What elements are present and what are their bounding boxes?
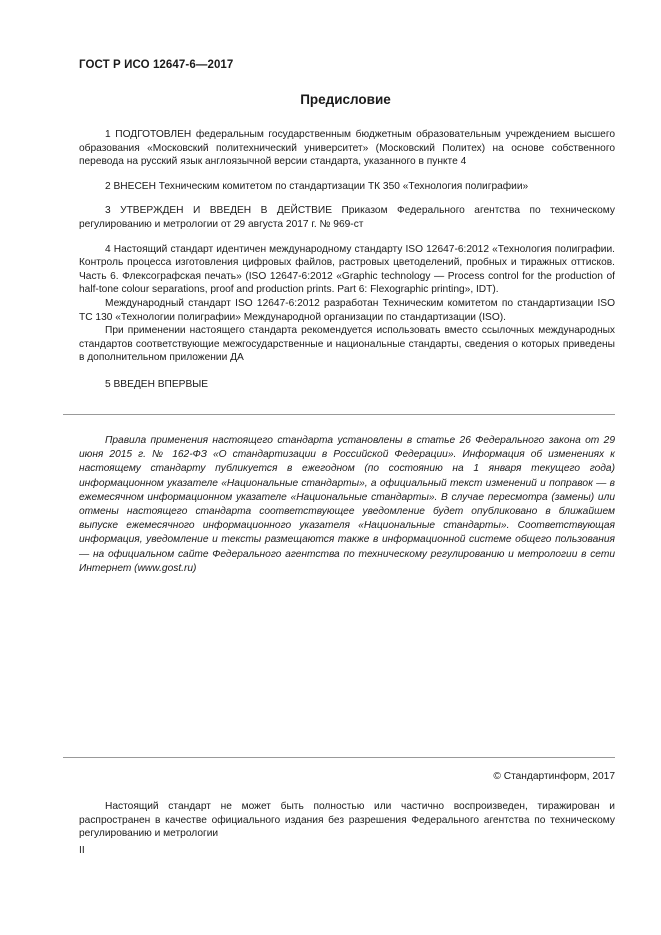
paragraph-prepared: 1 ПОДГОТОВЛЕН федеральным государственным бюджетным образовательным учреждением высшего образования «Московский политехнический университет» (Московский Политех) на основе собственного перевода на русский язык англоязычной версии стандарта, указанного в пункте 4 (79, 129, 615, 168)
paragraph-approved: 3 УТВЕРЖДЕН И ВВЕДЕН В ДЕЙСТВИЕ Приказом Федерального агентства по техническому регулированию и метрологии от 29 августа 2017 г. № 969-ст (79, 205, 615, 230)
page-title: Предисловие (300, 92, 391, 107)
section-divider-bottom (63, 757, 615, 758)
document-code: ГОСТ Р ИСО 12647-6—2017 (79, 59, 234, 71)
application-notice: Правила применения настоящего стандарта установлены в статье 26 Федерального закона от 29 июня 2015 г. № 162-ФЗ «О стандартизации в Российской Федерации». Информация об изменениях к настоящему стандарту публикуется в ежегодном (по состоянию на 1 января текущего года) информационном указателе «Национальные стандарты», а официальный текст изменений и поправок — в ежемесячном информационном указателе «Национальные стандарты». В случае пересмотра (замены) или отмены настоящего стандарта соответствующее уведомление будет опубликовано в ближайшем выпуске ежемесячного информационного указателя «Национальные стандарты». Соответствующая информация, уведомление и тексты размещаются также в информационной системе общего пользования — на официальном сайте Федерального агентства по техническому регулированию и метрологии в сети Интернет (www.gost.ru) (79, 435, 615, 574)
paragraph-first-introduced: 5 ВВЕДЕН ВПЕРВЫЕ (105, 378, 209, 390)
page-number: II (79, 845, 85, 856)
foreword-body (79, 128, 615, 392)
paragraph-identical: 4 Настоящий стандарт идентичен международному стандарту ISO 12647-6:2012 «Технология полиграфии. Контроль процесса изготовления цифровых файлов, растровых цветоделений, пробных и тиражных оттисков. Часть 6. Флексографская печать» (ISO 12647-6:2012 «Graphic technology — Process control for the production of half-tone colour separations, proof and production prints. Part 6: Flexographic printing», IDT). (79, 243, 615, 296)
section-divider-top (63, 414, 615, 415)
reproduction-notice: Настоящий стандарт не может быть полностью или частично воспроизведен, тиражирован и распространен в качестве официального издания без разрешения Федерального агентства по техническому регулированию и метрологии (79, 801, 615, 840)
copyright-line: © Стандартинформ, 2017 (493, 771, 615, 782)
paragraph-references: При применении настоящего стандарта рекомендуется использовать вместо ссылочных международных стандартов соответствующие межгосударственные и национальные стандарты, сведения о которых приведены в дополнительном приложении ДА (79, 325, 615, 364)
paragraph-developed-by: Международный стандарт ISO 12647-6:2012 разработан Техническим комитетом по стандартизации ISO TC 130 «Технологии полиграфии» Международной организации по стандартизации (ISO). (79, 297, 615, 323)
paragraph-introduced: 2 ВНЕСЕН Техническим комитетом по стандартизации ТК 350 «Технология полиграфии» (105, 180, 529, 192)
